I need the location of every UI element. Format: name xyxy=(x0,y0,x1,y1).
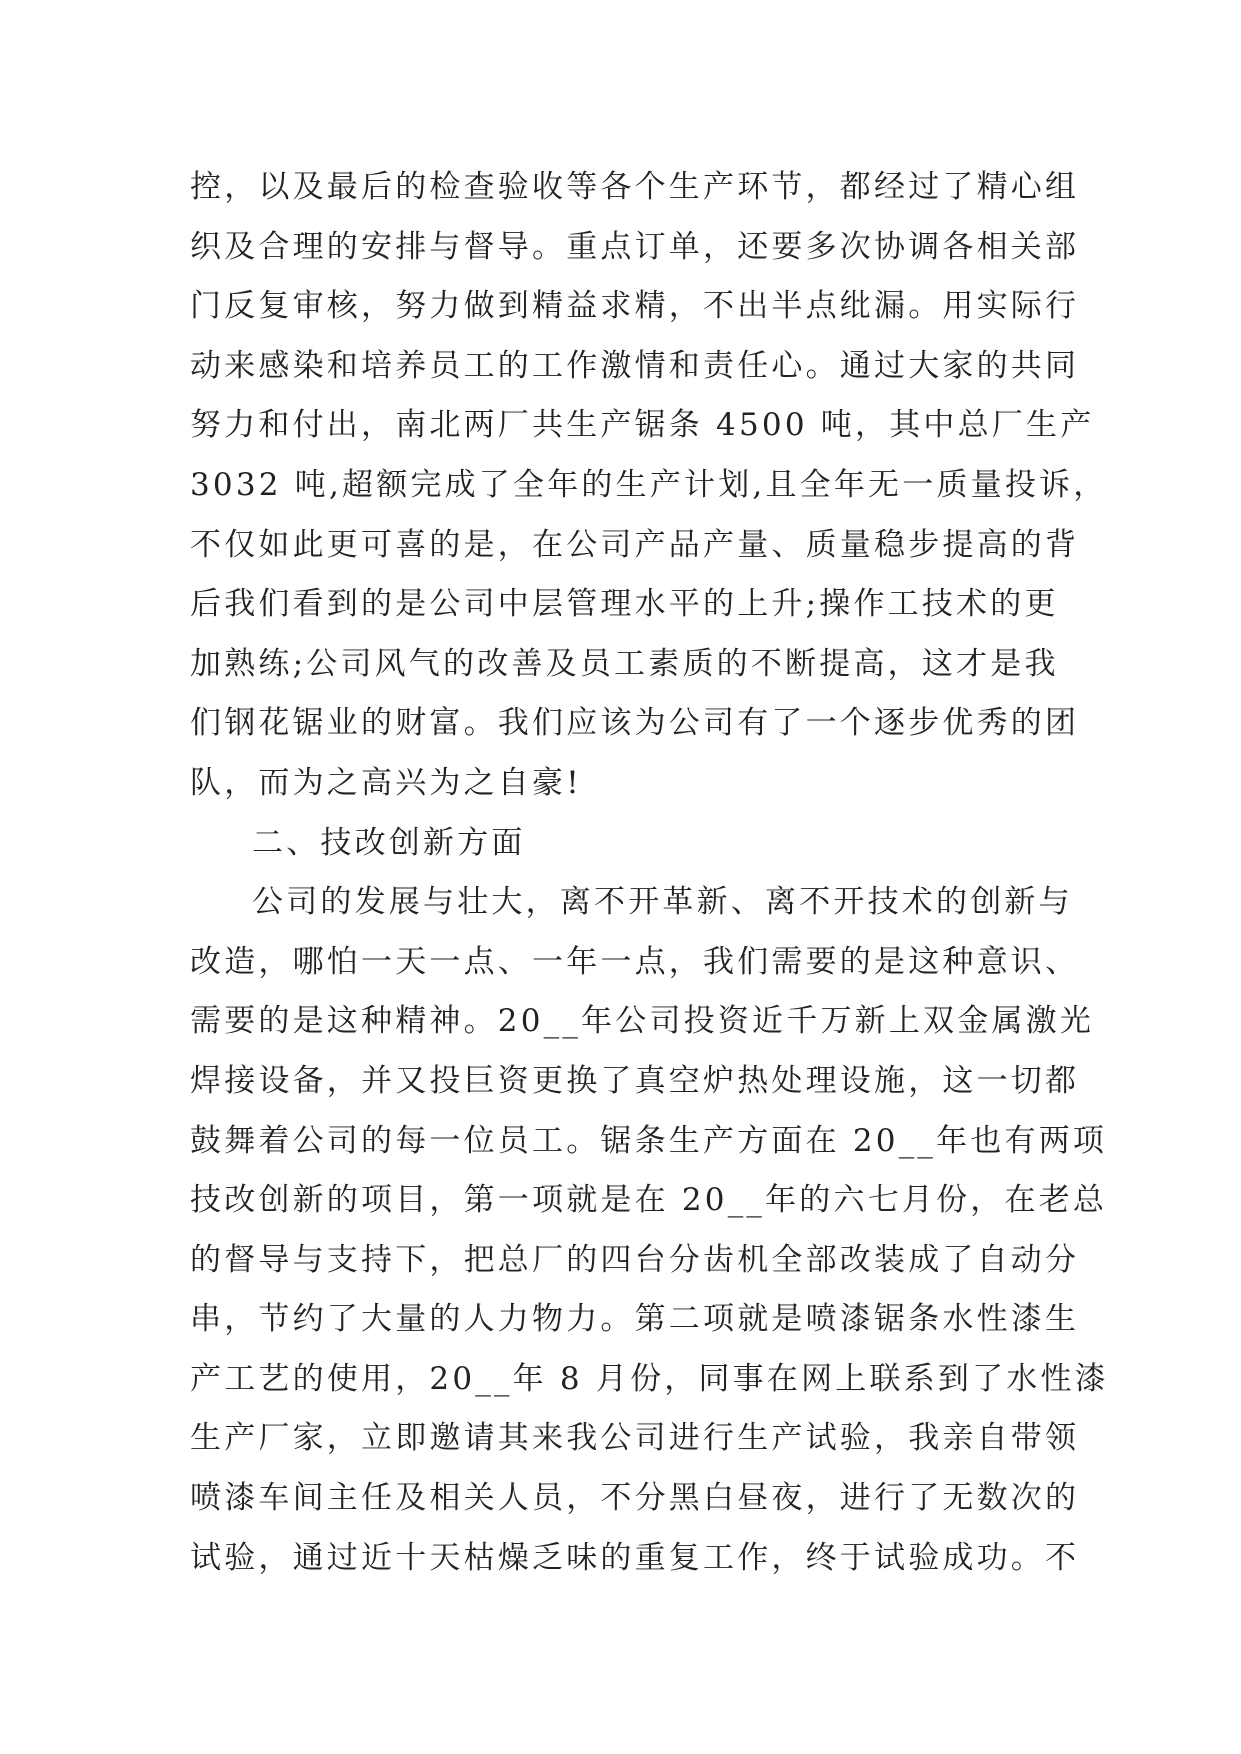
text-line: 喷漆车间主任及相关人员，不分黑白昼夜，进行了无数次的 xyxy=(190,1480,1080,1517)
text-line: 后我们看到的是公司中层管理水平的上升;操作工技术的更 xyxy=(190,586,1059,623)
document-body xyxy=(190,158,1109,1588)
text-line: 队，而为之高兴为之自豪! xyxy=(190,764,582,801)
text-line: 3032 吨,超额完成了全年的生产计划,且全年无一质量投诉， xyxy=(190,466,1108,503)
text-line: 公司的发展与壮大，离不开革新、离不开技术的创新与 xyxy=(252,884,1073,921)
text-line: 焊接设备，并又投巨资更换了真空炉热处理设施，这一切都 xyxy=(190,1062,1080,1099)
text-line: 技改创新的项目，第一项就是在 20__年的六七月份，在老总 xyxy=(190,1182,1108,1219)
text-line: 加熟练;公司风气的改善及员工素质的不断提高，这才是我 xyxy=(190,645,1059,682)
text-line: 串，节约了大量的人力物力。第二项就是喷漆锯条水性漆生 xyxy=(190,1301,1080,1338)
text-line: 改造，哪怕一天一点、一年一点，我们需要的是这种意识、 xyxy=(190,943,1080,980)
text-line: 动来感染和培养员工的工作激情和责任心。通过大家的共同 xyxy=(190,347,1080,384)
text-line: 们钢花锯业的财富。我们应该为公司有了一个逐步优秀的团 xyxy=(190,705,1080,742)
text-line: 鼓舞着公司的每一位员工。锯条生产方面在 20__年也有两项 xyxy=(190,1122,1108,1159)
text-line: 不仅如此更可喜的是，在公司产品产量、质量稳步提高的背 xyxy=(190,526,1080,563)
text-line: 二、技改创新方面 xyxy=(252,824,526,861)
text-line: 门反复审核，努力做到精益求精，不出半点纰漏。用实际行 xyxy=(190,288,1080,325)
text-line: 生产厂家，立即邀请其来我公司进行生产试验，我亲自带领 xyxy=(190,1420,1080,1457)
text-line: 需要的是这种精神。20__年公司投资近千万新上双金属激光 xyxy=(190,1003,1095,1040)
text-line: 织及合理的安排与督导。重点订单，还要多次协调各相关部 xyxy=(190,228,1080,265)
text-line: 努力和付出，南北两厂共生产锯条 4500 吨，其中总厂生产 xyxy=(190,407,1095,444)
text-line: 控，以及最后的检查验收等各个生产环节，都经过了精心组 xyxy=(190,169,1080,205)
text-line: 的督导与支持下，把总厂的四台分齿机全部改装成了自动分 xyxy=(190,1241,1080,1278)
text-line: 试验，通过近十天枯燥乏味的重复工作，终于试验成功。不 xyxy=(190,1539,1080,1576)
text-line: 产工艺的使用，20__年 8 月份，同事在网上联系到了水性漆 xyxy=(190,1360,1109,1397)
